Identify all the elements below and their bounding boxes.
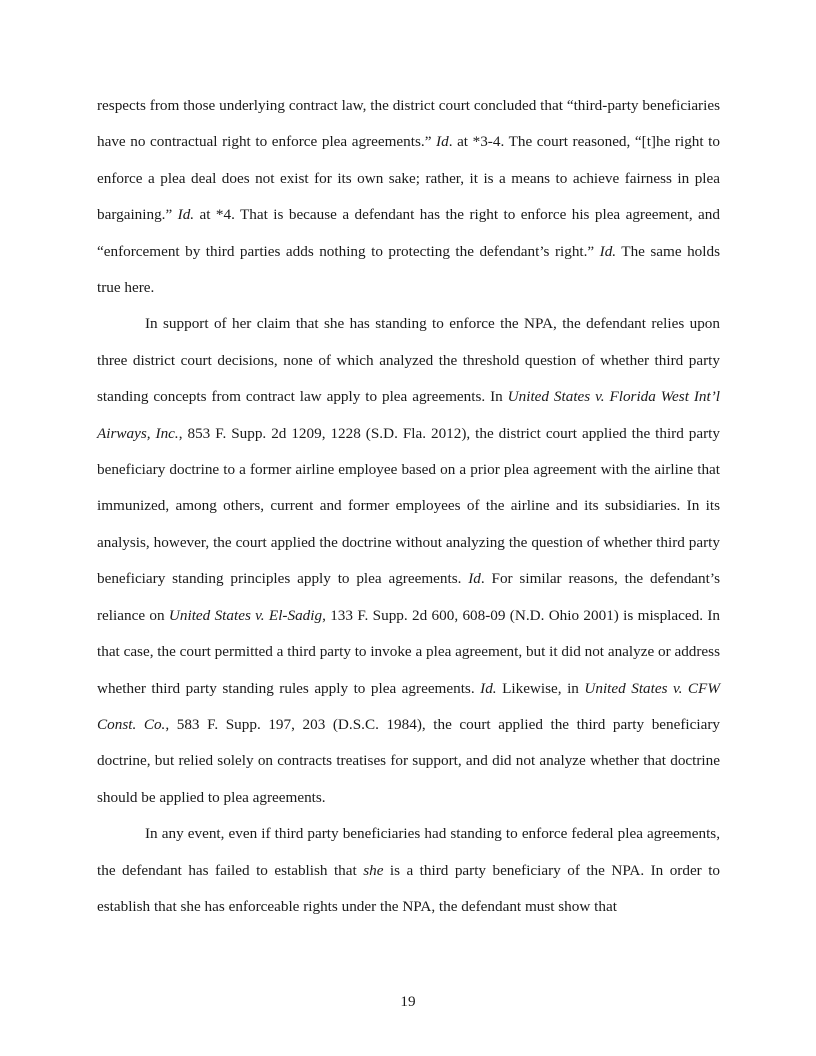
body-text: at *4. That is because a defendant has the right to enforce his plea agreement, and “enforcement by third parties adds nothing to protecting the defendant’s right.” [97, 206, 720, 260]
citation-text: Id [468, 570, 481, 588]
citation-text: Id. [177, 206, 195, 224]
citation-text: United States v. Florida West Int’l Airways, Inc. [97, 388, 720, 442]
body-text: respects from those underlying contract law, the district court concluded that “third-party beneficiaries have no contractual right to enforce plea agreements.” [97, 97, 720, 151]
body-text: is a third party beneficiary of the NPA. In order to establish that she has enforceable rights under the NPA, the defendant must show that [97, 861, 721, 915]
body-text: In any event, even if third party beneficiaries had standing to enforce federal plea agreements, the defendant has failed to establish that [97, 825, 720, 879]
body-text: Likewise, in [496, 679, 585, 697]
paragraph-1 [97, 88, 720, 306]
paragraph-2 [97, 306, 720, 816]
body-text: , 853 F. Supp. 2d 1209, 1228 (S.D. Fla. 2012), the district court applied the third party beneficiary doctrine to a former airline employee based on a prior plea agreement with the airline that immunized, among others, current and former employees of the airline and its subsidiaries. In its analysis, however, the court applied the doctrine without analyzing the question of whether third party beneficiary standing principles apply to plea agreements. [97, 424, 720, 588]
document-body [97, 88, 720, 925]
citation-text: United States v. CFW Const. Co. [97, 679, 720, 733]
citation-text: Id [436, 133, 449, 151]
citation-text: Id. [599, 242, 617, 260]
body-text: The same holds true here. [97, 242, 720, 297]
body-text: . at *3-4. The court reasoned, “[t]he right to enforce a plea deal does not exist for its own sake; rather, it is a means to achieve fairness in plea bargaining.” [97, 133, 720, 224]
page-number: 19 [400, 993, 416, 1010]
citation-text: United States v. El-Sadig [168, 606, 323, 624]
body-text: , 583 F. Supp. 197, 203 (D.S.C. 1984), the court applied the third party beneficiary doctrine, but relied solely on contracts treatises for support, and did not analyze whether that doctrine should be applied to plea agreements. [97, 715, 721, 806]
body-text: In support of her claim that she has standing to enforce the NPA, the defendant relies upon three district court decisions, none of which analyzed the threshold question of whether third party standing concepts from contract law apply to plea agreements. In [97, 315, 720, 406]
paragraph-3 [97, 816, 720, 925]
body-text: , 133 F. Supp. 2d 600, 608-09 (N.D. Ohio 2001) is misplaced. In that case, the court permitted a third party to invoke a plea agreement, but it did not analyze or address whether third party standing rules apply to plea agreements. [97, 606, 720, 697]
body-text: . For similar reasons, the defendant’s reliance on [97, 570, 720, 624]
citation-text: Id. [480, 679, 497, 697]
citation-text: she [363, 861, 384, 879]
